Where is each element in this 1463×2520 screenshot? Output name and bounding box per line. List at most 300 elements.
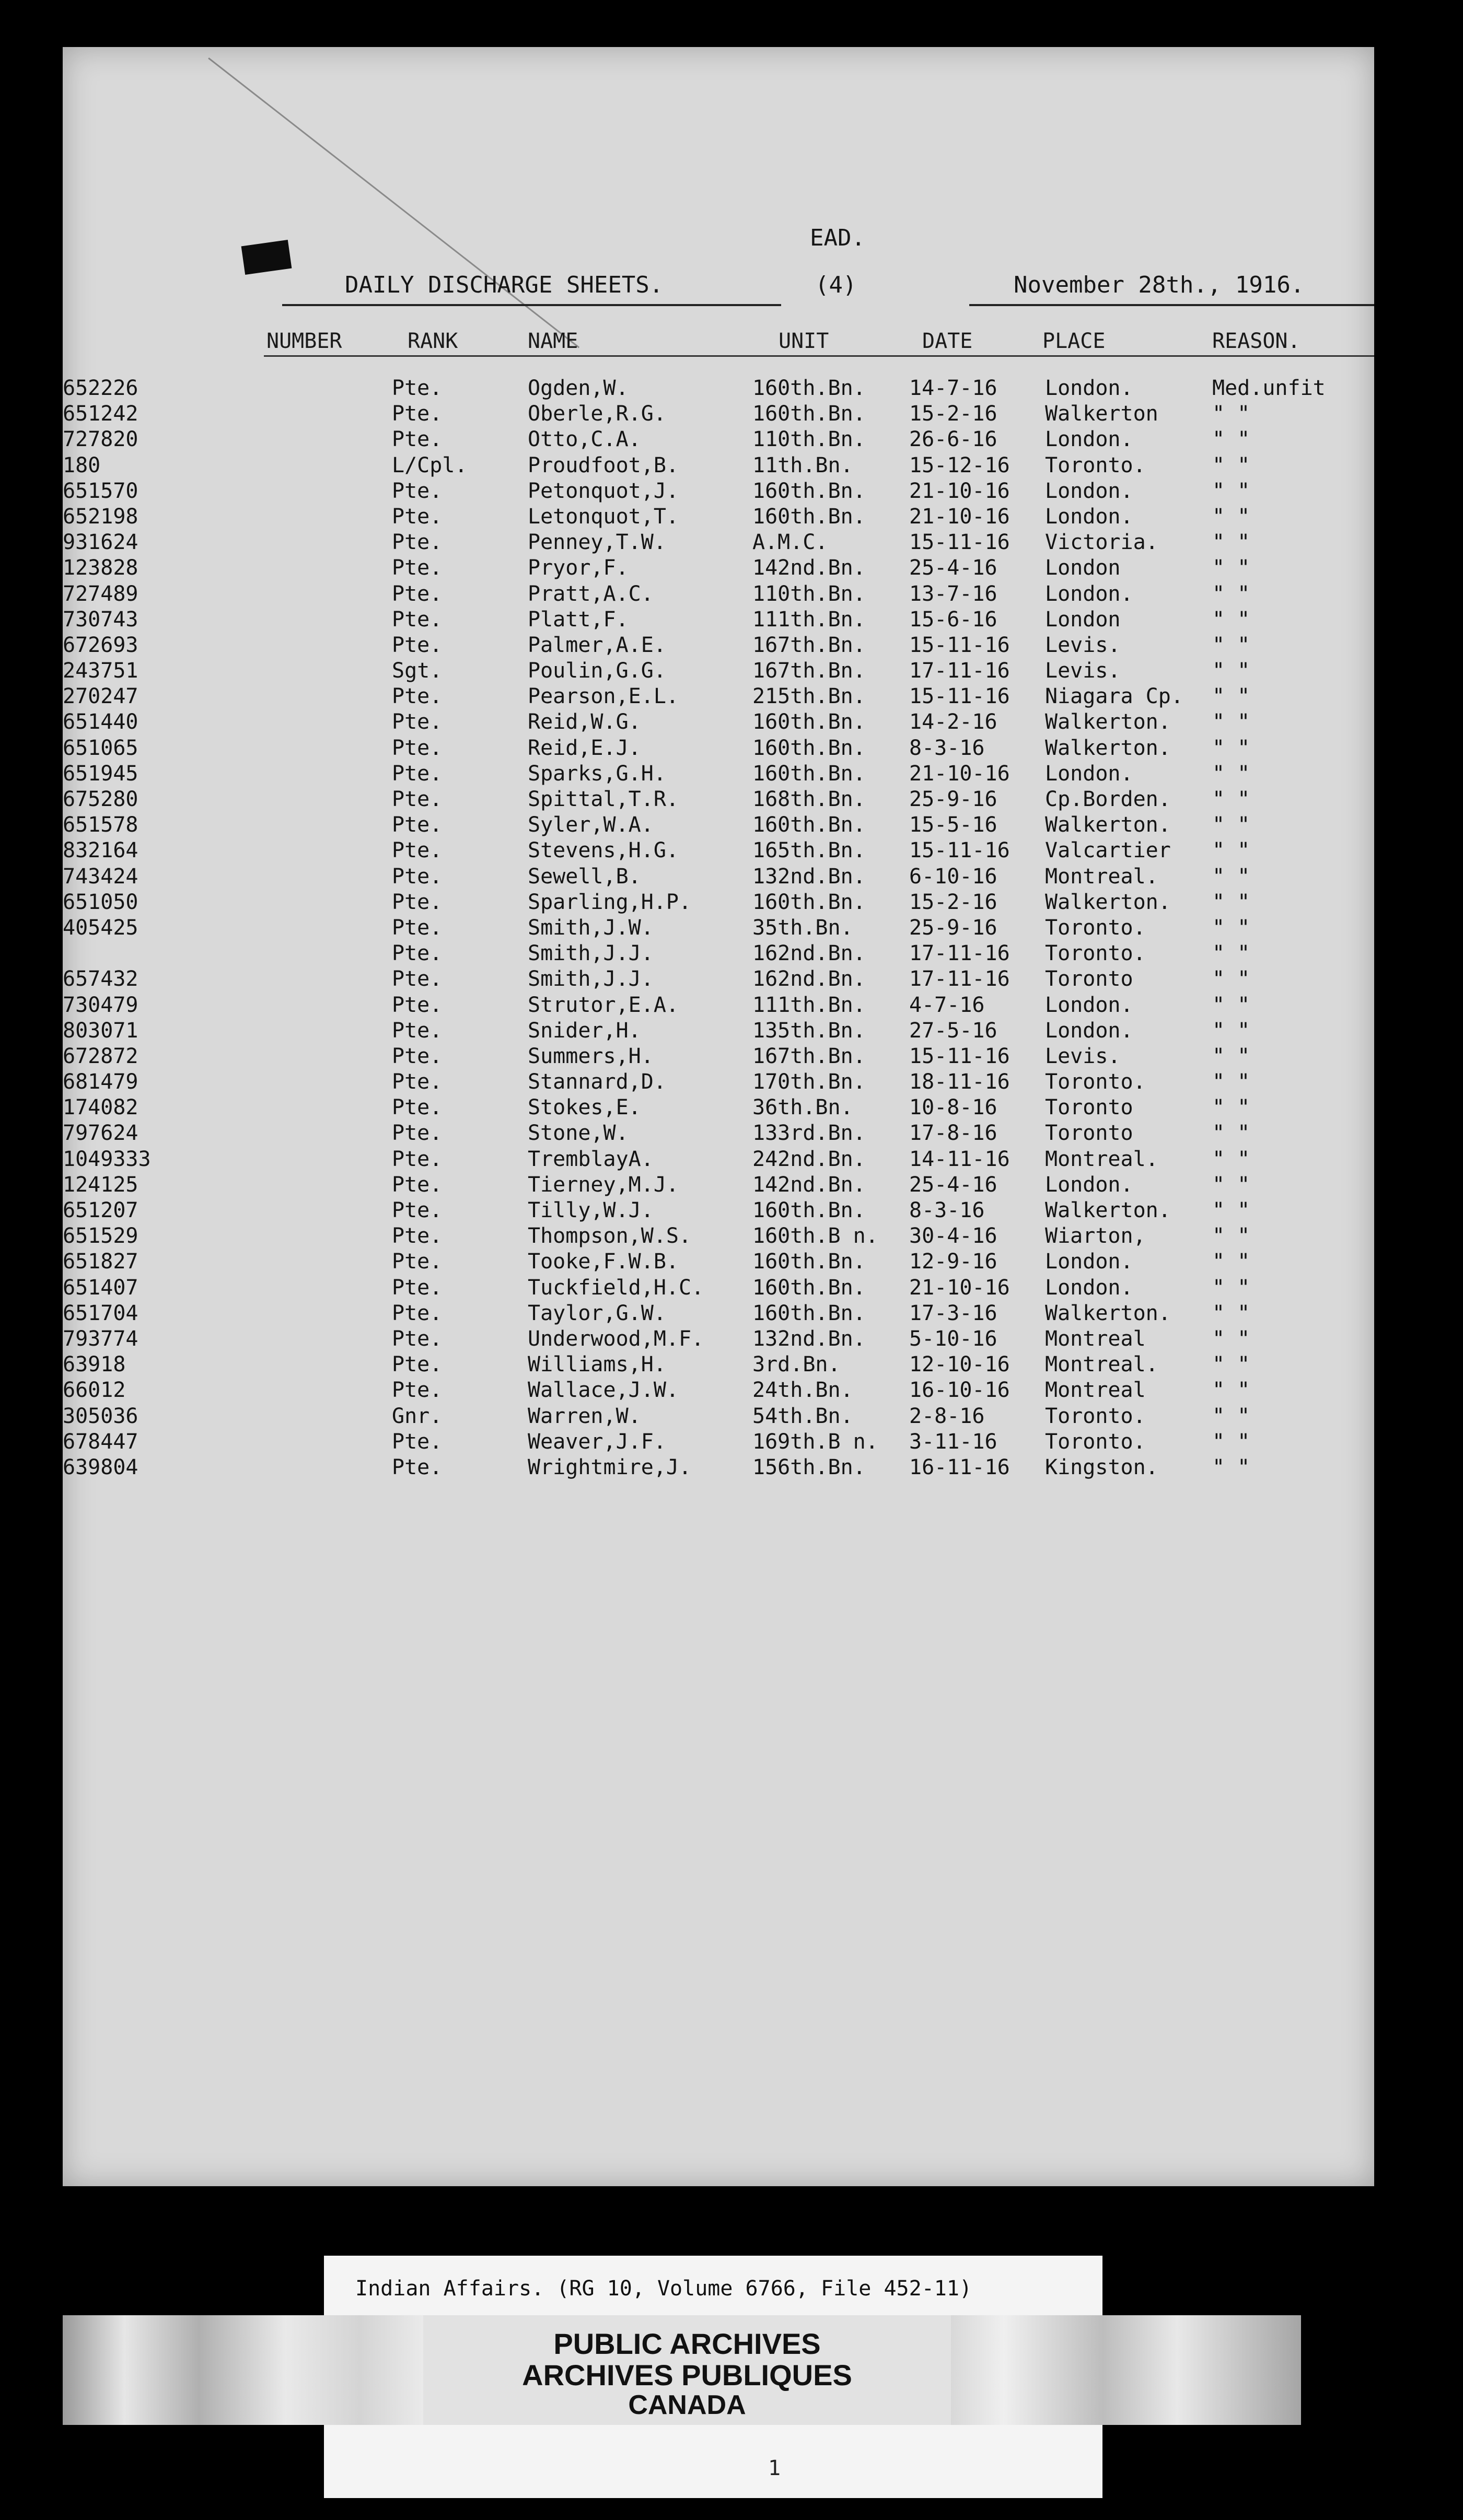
cell-reason: " " (1212, 915, 1250, 940)
cell-unit: 160th.Bn. (752, 813, 866, 837)
cell-date: 14-7-16 (909, 376, 997, 400)
date-underline (969, 304, 1374, 306)
cell-number: 651704 (63, 1301, 138, 1325)
cell-unit: 110th.Bn. (752, 427, 866, 452)
cell-name: Tuckfield,H.C. (528, 1275, 704, 1300)
cell-rank: Pte. (392, 427, 443, 452)
cell-unit: 160th.Bn. (752, 376, 866, 400)
page-title: DAILY DISCHARGE SHEETS. (345, 272, 664, 298)
table-row (63, 787, 1374, 813)
archive-country: CANADA (628, 2390, 746, 2420)
cell-reason: " " (1212, 813, 1250, 837)
cell-name: Ogden,W. (528, 376, 629, 400)
cell-place: London. (1045, 761, 1133, 786)
cell-name: Wrightmire,J. (528, 1455, 692, 1479)
cell-rank: Pte. (392, 1018, 443, 1043)
cell-number: 672693 (63, 633, 138, 657)
cell-place: Montreal. (1045, 1147, 1158, 1171)
cell-place: Walkerton. (1045, 813, 1171, 837)
cell-name: TremblayA. (528, 1147, 654, 1171)
cell-name: Syler,W.A. (528, 813, 654, 837)
header-mark: EAD. (810, 225, 865, 251)
cell-place: Toronto (1045, 967, 1133, 991)
cell-number: 793774 (63, 1326, 138, 1351)
cell-place: Kingston. (1045, 1455, 1158, 1479)
cell-place: London. (1045, 376, 1133, 400)
table-row (63, 608, 1374, 633)
cell-number: 651578 (63, 813, 138, 837)
cell-number: 651440 (63, 710, 138, 734)
cell-unit: 135th.Bn. (752, 1018, 866, 1043)
cell-unit: 160th.Bn. (752, 1301, 866, 1325)
archive-name-en: PUBLIC ARCHIVES (553, 2327, 821, 2360)
cell-place: London. (1045, 1275, 1133, 1300)
cell-rank: Pte. (392, 915, 443, 940)
cell-number: 651207 (63, 1198, 138, 1222)
table-row (63, 556, 1374, 581)
cell-number: 651570 (63, 479, 138, 503)
cell-unit: 160th.B n. (752, 1224, 878, 1249)
cell-unit: 170th.Bn. (752, 1070, 866, 1094)
cell-reason: " " (1212, 864, 1250, 889)
cell-date: 17-3-16 (909, 1301, 997, 1325)
cell-name: Summers,H. (528, 1044, 654, 1068)
cell-place: Walkerton. (1045, 736, 1171, 760)
cell-reason: " " (1212, 787, 1250, 811)
cell-reason: " " (1212, 504, 1250, 529)
cell-number: 672872 (63, 1044, 138, 1068)
cell-date: 27-5-16 (909, 1018, 997, 1043)
cell-rank: Pte. (392, 1301, 443, 1325)
cell-number: 743424 (63, 864, 138, 889)
cell-place: Wiarton, (1045, 1224, 1146, 1249)
table-row (63, 1224, 1374, 1250)
cell-reason: " " (1212, 1044, 1250, 1068)
cell-place: Montreal (1045, 1326, 1146, 1351)
cell-place: Walkerton. (1045, 710, 1171, 734)
discharge-table (63, 376, 1374, 1481)
cell-date: 15-12-16 (909, 453, 1010, 477)
cell-reason: " " (1212, 1250, 1250, 1274)
cell-date: 25-9-16 (909, 915, 997, 940)
cell-place: Niagara Cp. (1045, 684, 1183, 709)
cell-reason: " " (1212, 941, 1250, 966)
cell-unit: 167th.Bn. (752, 633, 866, 657)
archive-reference: Indian Affairs. (RG 10, Volume 6766, File 452-11) (355, 2277, 972, 2301)
cell-place: Toronto. (1045, 941, 1146, 966)
cell-place: Toronto (1045, 1121, 1133, 1146)
cell-date: 21-10-16 (909, 1275, 1010, 1300)
cell-number: 931624 (63, 530, 138, 555)
cell-date: 10-8-16 (909, 1095, 997, 1120)
cell-rank: Pte. (392, 838, 443, 863)
cell-unit: 132nd.Bn. (752, 1326, 866, 1351)
cell-name: Spittal,T.R. (528, 787, 679, 811)
cell-date: 15-2-16 (909, 890, 997, 914)
cell-place: Toronto. (1045, 1429, 1146, 1454)
cell-reason: " " (1212, 1172, 1250, 1197)
header-underline (264, 355, 1374, 357)
cell-date: 12-10-16 (909, 1352, 1010, 1377)
cell-reason: " " (1212, 1018, 1250, 1043)
cell-place: London. (1045, 504, 1133, 529)
cell-number: 651242 (63, 402, 138, 426)
cell-number: 243751 (63, 659, 138, 683)
cell-number: 727489 (63, 581, 138, 606)
cell-date: 3-11-16 (909, 1429, 997, 1454)
cell-date: 8-3-16 (909, 1198, 985, 1222)
cell-name: Tilly,W.J. (528, 1198, 654, 1222)
table-row (63, 865, 1374, 890)
cell-number: 63918 (63, 1352, 126, 1377)
cell-name: Platt,F. (528, 607, 629, 632)
cell-reason: " " (1212, 1198, 1250, 1222)
cell-number: 681479 (63, 1070, 138, 1094)
cell-date: 17-11-16 (909, 659, 1010, 683)
cell-rank: Pte. (392, 504, 443, 529)
cell-date: 25-4-16 (909, 1172, 997, 1197)
cell-name: Sparks,G.H. (528, 761, 666, 786)
cell-name: Otto,C.A. (528, 427, 641, 452)
table-row (63, 813, 1374, 838)
cell-rank: Pte. (392, 1275, 443, 1300)
table-row (63, 838, 1374, 864)
cell-number: 124125 (63, 1172, 138, 1197)
cell-date: 15-11-16 (909, 838, 1010, 863)
cell-rank: Pte. (392, 1070, 443, 1094)
cell-number: 832164 (63, 838, 138, 863)
cell-rank: Pte. (392, 1095, 443, 1120)
table-row (63, 453, 1374, 479)
cell-reason: " " (1212, 530, 1250, 555)
cell-number: 651945 (63, 761, 138, 786)
table-row (63, 402, 1374, 427)
cell-name: Letonquot,T. (528, 504, 679, 529)
table-row (63, 1095, 1374, 1121)
table-row (63, 1250, 1374, 1275)
table-row (63, 710, 1374, 736)
cell-rank: Pte. (392, 581, 443, 606)
cell-name: Underwood,M.F. (528, 1326, 704, 1351)
cell-unit: 215th.Bn. (752, 684, 866, 709)
cell-place: Toronto. (1045, 915, 1146, 940)
paper-clip-icon (241, 240, 292, 275)
cell-reason: " " (1212, 993, 1250, 1017)
cell-number: 727820 (63, 427, 138, 452)
cell-date: 26-6-16 (909, 427, 997, 452)
cell-date: 15-11-16 (909, 633, 1010, 657)
cell-name: Sewell,B. (528, 864, 641, 889)
cell-date: 21-10-16 (909, 761, 1010, 786)
cell-number: 123828 (63, 556, 138, 580)
cell-rank: Pte. (392, 890, 443, 914)
cell-reason: " " (1212, 581, 1250, 606)
cell-rank: Pte. (392, 1147, 443, 1171)
cell-place: Levis. (1045, 659, 1121, 683)
cell-place: London. (1045, 581, 1133, 606)
cell-rank: Sgt. (392, 659, 443, 683)
cell-number: 652226 (63, 376, 138, 400)
cell-place: Montreal. (1045, 1352, 1158, 1377)
cell-reason: " " (1212, 1301, 1250, 1325)
cell-unit: 169th.B n. (752, 1429, 878, 1454)
cell-number: 66012 (63, 1378, 126, 1403)
cell-date: 30-4-16 (909, 1224, 997, 1249)
cell-rank: Pte. (392, 1044, 443, 1068)
cell-place: London (1045, 556, 1121, 580)
cell-unit: 24th.Bn. (752, 1378, 853, 1403)
cell-rank: Pte. (392, 607, 443, 632)
cell-rank: Pte. (392, 967, 443, 991)
cell-date: 21-10-16 (909, 504, 1010, 529)
cell-date: 15-11-16 (909, 530, 1010, 555)
cell-name: Reid,E.J. (528, 736, 641, 760)
cell-reason: " " (1212, 659, 1250, 683)
cell-date: 8-3-16 (909, 736, 985, 760)
cell-rank: Pte. (392, 1224, 443, 1249)
cell-reason: " " (1212, 1095, 1250, 1120)
cell-unit: 110th.Bn. (752, 581, 866, 606)
archive-name-fr: ARCHIVES PUBLIQUES (522, 2359, 852, 2391)
cell-date: 18-11-16 (909, 1070, 1010, 1094)
cell-rank: Pte. (392, 710, 443, 734)
table-row (63, 1173, 1374, 1198)
cell-reason: " " (1212, 1224, 1250, 1249)
cell-reason: " " (1212, 684, 1250, 709)
cell-number: 730479 (63, 993, 138, 1017)
sheet-date: November 28th., 1916. (1014, 272, 1305, 298)
cell-reason: " " (1212, 479, 1250, 503)
cell-date: 15-2-16 (909, 402, 997, 426)
cell-number: 651065 (63, 736, 138, 760)
header-number: NUMBER (266, 329, 342, 353)
header-name: NAME (528, 329, 578, 353)
cell-number: 405425 (63, 915, 138, 940)
table-row (63, 967, 1374, 993)
cell-date: 4-7-16 (909, 993, 985, 1017)
cell-place: Montreal. (1045, 864, 1158, 889)
cell-rank: L/Cpl. (392, 453, 468, 477)
table-row (63, 427, 1374, 453)
table-row (63, 890, 1374, 916)
table-row (63, 479, 1374, 505)
cell-number: 305036 (63, 1404, 138, 1428)
cell-number: 651827 (63, 1250, 138, 1274)
cell-name: Pryor,F. (528, 556, 629, 580)
cell-number: 270247 (63, 684, 138, 709)
cell-rank: Pte. (392, 864, 443, 889)
cell-date: 25-4-16 (909, 556, 997, 580)
table-row (63, 633, 1374, 659)
cell-reason: " " (1212, 556, 1250, 580)
cell-unit: 162nd.Bn. (752, 941, 866, 966)
cell-date: 2-8-16 (909, 1404, 985, 1428)
cell-number: 639804 (63, 1455, 138, 1479)
cell-rank: Pte. (392, 1429, 443, 1454)
cell-date: 15-11-16 (909, 1044, 1010, 1068)
cell-unit: 160th.Bn. (752, 1275, 866, 1300)
cell-name: Snider,H. (528, 1018, 641, 1043)
table-row (63, 1044, 1374, 1070)
table-row (63, 659, 1374, 684)
cell-date: 16-11-16 (909, 1455, 1010, 1479)
header-date: DATE (922, 329, 973, 353)
cell-unit: 54th.Bn. (752, 1404, 853, 1428)
table-row (63, 736, 1374, 762)
cell-unit: A.M.C. (752, 530, 828, 555)
cell-unit: 167th.Bn. (752, 659, 866, 683)
cell-number: 651529 (63, 1224, 138, 1249)
cell-date: 17-8-16 (909, 1121, 997, 1146)
table-row (63, 1019, 1374, 1044)
cell-rank: Pte. (392, 1121, 443, 1146)
cell-date: 17-11-16 (909, 967, 1010, 991)
table-row (63, 505, 1374, 530)
cell-rank: Pte. (392, 941, 443, 966)
cell-unit: 160th.Bn. (752, 1250, 866, 1274)
cell-date: 25-9-16 (909, 787, 997, 811)
cell-place: Walkerton. (1045, 1198, 1171, 1222)
cell-reason: " " (1212, 838, 1250, 863)
cell-name: Strutor,E.A. (528, 993, 679, 1017)
cell-unit: 35th.Bn. (752, 915, 853, 940)
cell-name: Proudfoot,B. (528, 453, 679, 477)
cell-unit: 160th.Bn. (752, 402, 866, 426)
cell-number: 730743 (63, 607, 138, 632)
header-unit: UNIT (779, 329, 829, 353)
cell-number: 678447 (63, 1429, 138, 1454)
cell-number: 652198 (63, 504, 138, 529)
table-row (63, 1070, 1374, 1095)
cell-unit: 165th.Bn. (752, 838, 866, 863)
table-row (63, 1121, 1374, 1147)
cell-place: Victoria. (1045, 530, 1158, 555)
cell-reason: " " (1212, 453, 1250, 477)
cell-reason: " " (1212, 1326, 1250, 1351)
cell-reason: " " (1212, 967, 1250, 991)
cell-unit: 133rd.Bn. (752, 1121, 866, 1146)
cell-name: Reid,W.G. (528, 710, 641, 734)
table-row (63, 1327, 1374, 1352)
cell-name: Tooke,F.W.B. (528, 1250, 679, 1274)
cell-date: 14-11-16 (909, 1147, 1010, 1171)
cell-name: Stokes,E. (528, 1095, 641, 1120)
cell-rank: Pte. (392, 761, 443, 786)
cell-rank: Pte. (392, 813, 443, 837)
cell-name: Thompson,W.S. (528, 1224, 692, 1249)
cell-date: 12-9-16 (909, 1250, 997, 1274)
cell-unit: 3rd.Bn. (752, 1352, 841, 1377)
cell-date: 5-10-16 (909, 1326, 997, 1351)
cell-unit: 162nd.Bn. (752, 967, 866, 991)
cell-place: Toronto. (1045, 453, 1146, 477)
cell-reason: " " (1212, 1147, 1250, 1171)
table-row (63, 916, 1374, 941)
table-row (63, 941, 1374, 967)
table-row (63, 530, 1374, 556)
cell-date: 15-5-16 (909, 813, 997, 837)
archive-banner (63, 2315, 1301, 2425)
cell-name: Oberle,R.G. (528, 402, 666, 426)
table-row (63, 762, 1374, 787)
cell-date: 17-11-16 (909, 941, 1010, 966)
cell-number: 651407 (63, 1275, 138, 1300)
cell-place: Toronto (1045, 1095, 1133, 1120)
cell-place: London. (1045, 1250, 1133, 1274)
cell-rank: Pte. (392, 1172, 443, 1197)
cell-place: London (1045, 607, 1121, 632)
cell-place: London. (1045, 1172, 1133, 1197)
cell-name: Pearson,E.L. (528, 684, 679, 709)
cell-rank: Pte. (392, 993, 443, 1017)
cell-date: 6-10-16 (909, 864, 997, 889)
cell-unit: 167th.Bn. (752, 1044, 866, 1068)
cell-unit: 168th.Bn. (752, 787, 866, 811)
cell-reason: " " (1212, 1275, 1250, 1300)
cell-place: Levis. (1045, 633, 1121, 657)
cell-rank: Pte. (392, 530, 443, 555)
cell-number: 651050 (63, 890, 138, 914)
header-place: PLACE (1042, 329, 1106, 353)
cell-reason: " " (1212, 890, 1250, 914)
cell-place: Toronto. (1045, 1070, 1146, 1094)
table-row (63, 1378, 1374, 1404)
cell-date: 16-10-16 (909, 1378, 1010, 1403)
table-row (63, 1352, 1374, 1378)
cell-unit: 142nd.Bn. (752, 1172, 866, 1197)
cell-name: Palmer,A.E. (528, 633, 666, 657)
cell-unit: 11th.Bn. (752, 453, 853, 477)
cell-reason: " " (1212, 427, 1250, 452)
cell-reason: " " (1212, 1352, 1250, 1377)
cell-unit: 160th.Bn. (752, 710, 866, 734)
cell-unit: 111th.Bn. (752, 993, 866, 1017)
cell-name: Penney,T.W. (528, 530, 666, 555)
cell-name: Wallace,J.W. (528, 1378, 679, 1403)
cell-reason: " " (1212, 1070, 1250, 1094)
cell-number: 797624 (63, 1121, 138, 1146)
cell-rank: Pte. (392, 1352, 443, 1377)
cell-reason: Med.unfit (1212, 376, 1326, 400)
cell-reason: " " (1212, 1404, 1250, 1428)
cell-name: Sparling,H.P. (528, 890, 692, 914)
cell-date: 21-10-16 (909, 479, 1010, 503)
cell-number: 180 (63, 453, 101, 477)
cell-date: 13-7-16 (909, 581, 997, 606)
cell-date: 15-6-16 (909, 607, 997, 632)
footer-strip (324, 2425, 1102, 2498)
table-row (63, 376, 1374, 402)
cell-place: Toronto. (1045, 1404, 1146, 1428)
cell-name: Petonquot,J. (528, 479, 679, 503)
cell-rank: Pte. (392, 1326, 443, 1351)
cell-place: London. (1045, 1018, 1133, 1043)
cell-unit: 142nd.Bn. (752, 556, 866, 580)
cell-name: Poulin,G.G. (528, 659, 666, 683)
cell-date: 14-2-16 (909, 710, 997, 734)
table-row (63, 1301, 1374, 1327)
cell-reason: " " (1212, 633, 1250, 657)
cell-unit: 160th.Bn. (752, 504, 866, 529)
cell-number: 803071 (63, 1018, 138, 1043)
cell-place: Levis. (1045, 1044, 1121, 1068)
cell-place: Walkerton. (1045, 890, 1171, 914)
cell-unit: 111th.Bn. (752, 607, 866, 632)
cell-name: Weaver,J.F. (528, 1429, 666, 1454)
cell-unit: 160th.Bn. (752, 890, 866, 914)
cell-name: Warren,W. (528, 1404, 641, 1428)
table-row (63, 993, 1374, 1019)
